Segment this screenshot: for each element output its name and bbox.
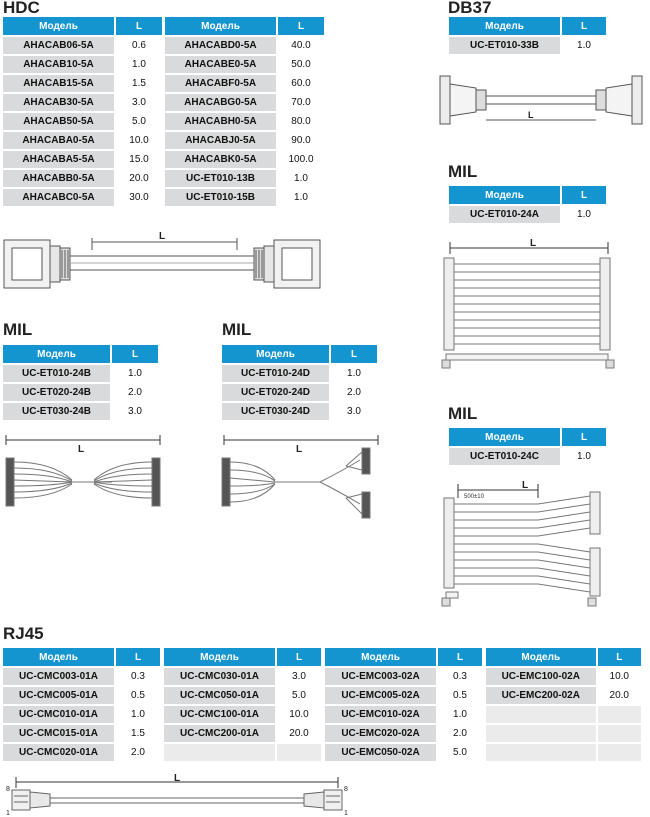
rj45-pin-top-right: 8 [344,786,348,793]
table-row [3,149,164,168]
model-cell: UC-ET030-24B [3,401,112,420]
db37-table [449,17,608,54]
model-cell [486,723,598,742]
length-cell [598,704,643,723]
table-row [165,149,326,168]
table-row [486,704,643,723]
model-cell: UC-CMC030-01A [164,666,277,685]
db37-title: DB37 [448,0,492,17]
length-cell: 2.0 [112,382,160,401]
length-cell [598,742,643,761]
mil-24a-title: MIL [448,162,478,181]
length-cell: 15.0 [116,149,164,168]
table-row [325,704,484,723]
model-cell: UC-CMC050-01A [164,685,277,704]
table-row [449,35,608,54]
table-row [164,685,323,704]
length-cell: 1.0 [116,704,162,723]
table-row [486,723,643,742]
header-length: L [112,345,160,363]
length-cell: 100.0 [278,149,326,168]
mil-24d-cable-drawing [220,432,382,527]
model-cell [486,742,598,761]
mil-24d-title: MIL [222,320,252,339]
header-model: Модель [449,17,562,35]
mil-24c-table [449,428,608,465]
table-row [325,685,484,704]
db37-length-label: L [528,110,534,120]
length-cell: 80.0 [278,111,326,130]
model-cell: UC-ET030-24D [222,401,331,420]
length-cell: 10.0 [116,130,164,149]
length-cell: 1.0 [562,35,608,54]
table-row [164,742,323,761]
mil-24a-length-label: L [530,238,537,249]
table-row [3,54,164,73]
table-row [325,666,484,685]
table-row [3,92,164,111]
hdc-table-right [165,17,326,206]
length-cell: 1.0 [116,54,164,73]
table-row [164,666,323,685]
table-row [164,704,323,723]
table-row [165,187,326,206]
header-length: L [438,648,484,666]
table-row [325,723,484,742]
table-row [3,168,164,187]
length-cell [598,723,643,742]
hdc-cable-drawing [2,228,322,298]
mil-24b-table [3,345,160,420]
length-cell: 20.0 [277,723,323,742]
mil-24b-length-label: L [78,444,85,455]
header-length: L [598,648,643,666]
model-cell: AHACAB10-5A [3,54,116,73]
length-cell: 3.0 [112,401,160,420]
header-length: L [116,17,164,35]
length-cell: 1.0 [112,363,160,382]
model-cell: UC-EMC005-02A [325,685,438,704]
header-length: L [277,648,323,666]
length-cell: 0.3 [116,666,162,685]
model-cell: AHACABJ0-5A [165,130,278,149]
rj45-table-4 [486,648,643,761]
rj45-table-2 [164,648,323,761]
length-cell: 1.5 [116,723,162,742]
length-cell: 1.0 [562,446,608,465]
model-cell: UC-EMC100-02A [486,666,598,685]
table-row [3,111,164,130]
rj45-table-3 [325,648,484,761]
hdc-length-label: L [158,231,166,242]
rj45-title: RJ45 [3,624,44,643]
table-row [222,363,379,382]
table-row [165,111,326,130]
table-row [3,187,164,206]
mil-24d-table [222,345,379,420]
table-row [3,742,162,761]
table-row [165,73,326,92]
model-cell: UC-EMC050-02A [325,742,438,761]
rj45-tables [3,648,643,763]
length-cell: 0.6 [116,35,164,54]
table-row [3,666,162,685]
model-cell: AHACAB50-5A [3,111,116,130]
model-cell: UC-ET010-24B [3,363,112,382]
length-cell: 50.0 [278,54,326,73]
header-model: Модель [3,648,116,666]
table-row [449,204,608,223]
header-model: Модель [222,345,331,363]
model-cell [486,704,598,723]
header-model: Модель [3,17,116,35]
table-row [486,685,643,704]
length-cell [277,742,323,761]
length-cell: 1.5 [116,73,164,92]
model-cell: AHACABD0-5A [165,35,278,54]
mil-24c-cable-drawing [440,478,610,612]
header-model: Модель [165,17,278,35]
length-cell: 3.0 [116,92,164,111]
table-row [3,130,164,149]
length-cell: 2.0 [438,723,484,742]
mil-24b-title: MIL [3,320,33,339]
model-cell: UC-ET010-24D [222,363,331,382]
table-row [165,130,326,149]
header-model: Модель [3,345,112,363]
model-cell: UC-CMC005-01A [3,685,116,704]
rj45-pin-bottom-right: 1 [344,810,348,817]
header-length: L [562,17,608,35]
model-cell: UC-ET010-33B [449,35,562,54]
length-cell: 30.0 [116,187,164,206]
rj45-length-label: L [173,773,181,784]
model-cell: AHACAB06-5A [3,35,116,54]
length-cell: 2.0 [331,382,379,401]
table-row [325,742,484,761]
rj45-cable-drawing [2,772,352,816]
table-row [486,742,643,761]
table-row [165,35,326,54]
model-cell: UC-EMC200-02A [486,685,598,704]
mil-24a-cable-drawing [440,236,620,376]
mil-24c-length-label: L [522,480,529,491]
model-cell: UC-EMC003-02A [325,666,438,685]
model-cell: UC-ET020-24B [3,382,112,401]
length-cell: 90.0 [278,130,326,149]
length-cell: 3.0 [331,401,379,420]
length-cell: 5.0 [438,742,484,761]
db37-cable-drawing [438,70,643,130]
length-cell: 10.0 [598,666,643,685]
length-cell: 1.0 [331,363,379,382]
mil-24d-length-label: L [296,444,303,455]
rj45-pin-bottom-left: 1 [6,810,10,817]
header-length: L [278,17,326,35]
header-model: Модель [164,648,277,666]
table-row [3,723,162,742]
mil-24c-dim-label: 500±10 [464,494,484,500]
table-row [3,382,160,401]
mil-24b-cable-drawing [2,432,164,512]
model-cell: UC-EMC020-02A [325,723,438,742]
model-cell: AHACABK0-5A [165,149,278,168]
length-cell: 5.0 [116,111,164,130]
mil-24a-table [449,186,608,223]
model-cell: UC-CMC010-01A [3,704,116,723]
model-cell: AHACABH0-5A [165,111,278,130]
model-cell: UC-CMC003-01A [3,666,116,685]
model-cell: AHACABA0-5A [3,130,116,149]
table-row [164,723,323,742]
table-row [3,73,164,92]
header-model: Модель [325,648,438,666]
model-cell: UC-EMC010-02A [325,704,438,723]
table-row [3,704,162,723]
header-model: Модель [449,428,562,446]
model-cell: AHACABB0-5A [3,168,116,187]
length-cell: 1.0 [278,168,326,187]
hdc-title: HDC [3,0,40,17]
table-row [3,685,162,704]
table-row [222,382,379,401]
header-length: L [331,345,379,363]
model-cell: AHACAB30-5A [3,92,116,111]
model-cell: AHACABC0-5A [3,187,116,206]
length-cell: 2.0 [116,742,162,761]
length-cell: 60.0 [278,73,326,92]
table-row [165,168,326,187]
model-cell: UC-ET010-24C [449,446,562,465]
model-cell: UC-CMC200-01A [164,723,277,742]
model-cell: AHACAB15-5A [3,73,116,92]
model-cell: UC-ET010-13B [165,168,278,187]
length-cell: 0.3 [438,666,484,685]
length-cell: 20.0 [116,168,164,187]
model-cell: UC-ET010-15B [165,187,278,206]
length-cell: 10.0 [277,704,323,723]
model-cell: AHACABG0-5A [165,92,278,111]
length-cell: 1.0 [278,187,326,206]
model-cell: UC-CMC100-01A [164,704,277,723]
model-cell: AHACABF0-5A [165,73,278,92]
model-cell: UC-CMC015-01A [3,723,116,742]
length-cell: 5.0 [277,685,323,704]
model-cell: UC-ET010-24A [449,204,562,223]
length-cell: 1.0 [438,704,484,723]
mil-24c-title: MIL [448,404,478,423]
length-cell: 0.5 [116,685,162,704]
length-cell: 0.5 [438,685,484,704]
model-cell: UC-CMC020-01A [3,742,116,761]
header-length: L [562,186,608,204]
table-row [165,92,326,111]
table-row [449,446,608,465]
rj45-pin-top-left: 8 [6,786,10,793]
table-row [3,35,164,54]
table-row [165,54,326,73]
model-cell [164,742,277,761]
table-row [486,666,643,685]
table-row [3,401,160,420]
header-model: Модель [486,648,598,666]
model-cell: AHACABE0-5A [165,54,278,73]
length-cell: 20.0 [598,685,643,704]
table-row [3,363,160,382]
length-cell: 40.0 [278,35,326,54]
header-model: Модель [449,186,562,204]
model-cell: AHACABA5-5A [3,149,116,168]
length-cell: 70.0 [278,92,326,111]
length-cell: 1.0 [562,204,608,223]
header-length: L [562,428,608,446]
table-row [222,401,379,420]
model-cell: UC-ET020-24D [222,382,331,401]
header-length: L [116,648,162,666]
hdc-table-left [3,17,164,206]
rj45-table-1 [3,648,162,761]
length-cell: 3.0 [277,666,323,685]
